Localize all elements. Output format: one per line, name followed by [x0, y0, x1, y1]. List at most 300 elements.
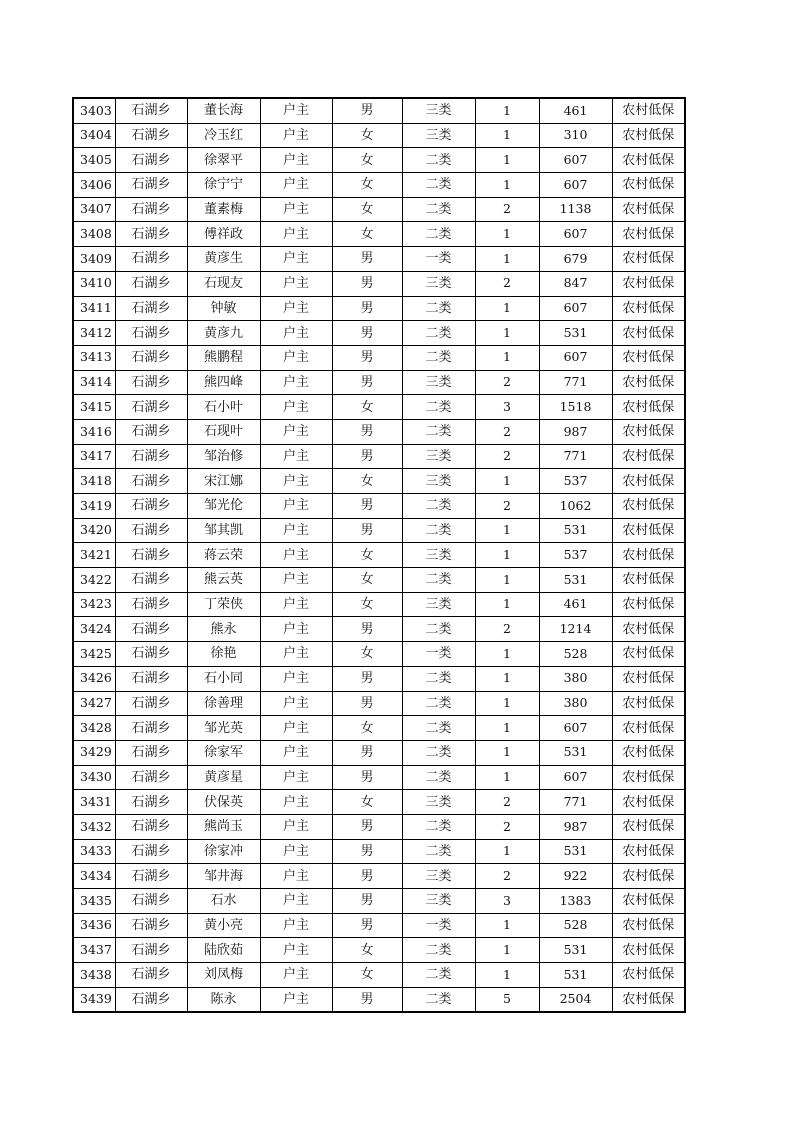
- cell-members: 2: [475, 617, 539, 642]
- cell-amount: 607: [539, 765, 612, 790]
- table-row: [73, 222, 685, 247]
- table-row: [73, 889, 685, 914]
- cell-program: 农村低保: [612, 345, 685, 370]
- cell-category: 三类: [402, 98, 475, 123]
- cell-id: 3433: [73, 839, 115, 864]
- cell-category: 一类: [402, 913, 475, 938]
- table-row: [73, 148, 685, 173]
- cell-township: 石湖乡: [115, 592, 187, 617]
- cell-id: 3436: [73, 913, 115, 938]
- cell-members: 5: [475, 987, 539, 1012]
- cell-program: 农村低保: [612, 247, 685, 272]
- cell-category: 二类: [402, 321, 475, 346]
- cell-members: 1: [475, 469, 539, 494]
- cell-program: 农村低保: [612, 864, 685, 889]
- cell-relation: 户主: [260, 790, 332, 815]
- cell-members: 1: [475, 173, 539, 198]
- table-row: [73, 444, 685, 469]
- table-row: [73, 864, 685, 889]
- cell-relation: 户主: [260, 839, 332, 864]
- cell-township: 石湖乡: [115, 469, 187, 494]
- cell-township: 石湖乡: [115, 963, 187, 988]
- cell-id: 3419: [73, 494, 115, 519]
- subsidy-roster-table: [72, 97, 686, 1013]
- cell-name: 徐善理: [187, 691, 260, 716]
- cell-category: 二类: [402, 666, 475, 691]
- table-row: [73, 691, 685, 716]
- cell-amount: 537: [539, 469, 612, 494]
- cell-relation: 户主: [260, 222, 332, 247]
- cell-name: 熊鹏程: [187, 345, 260, 370]
- cell-id: 3404: [73, 123, 115, 148]
- cell-relation: 户主: [260, 765, 332, 790]
- cell-township: 石湖乡: [115, 913, 187, 938]
- cell-name: 邹光伦: [187, 494, 260, 519]
- cell-amount: 531: [539, 740, 612, 765]
- table-row: [73, 296, 685, 321]
- cell-gender: 男: [332, 814, 402, 839]
- cell-members: 1: [475, 568, 539, 593]
- cell-program: 农村低保: [612, 963, 685, 988]
- cell-members: 1: [475, 222, 539, 247]
- cell-id: 3435: [73, 889, 115, 914]
- cell-township: 石湖乡: [115, 296, 187, 321]
- cell-relation: 户主: [260, 395, 332, 420]
- cell-township: 石湖乡: [115, 864, 187, 889]
- cell-category: 二类: [402, 345, 475, 370]
- cell-gender: 女: [332, 642, 402, 667]
- cell-township: 石湖乡: [115, 518, 187, 543]
- cell-members: 1: [475, 543, 539, 568]
- cell-gender: 女: [332, 938, 402, 963]
- table-row: [73, 592, 685, 617]
- cell-category: 三类: [402, 543, 475, 568]
- cell-relation: 户主: [260, 666, 332, 691]
- cell-category: 二类: [402, 494, 475, 519]
- table-row: [73, 814, 685, 839]
- cell-name: 邹治修: [187, 444, 260, 469]
- cell-relation: 户主: [260, 938, 332, 963]
- cell-id: 3412: [73, 321, 115, 346]
- document-page: [72, 97, 686, 1013]
- cell-name: 邹其凯: [187, 518, 260, 543]
- cell-township: 石湖乡: [115, 494, 187, 519]
- cell-name: 熊永: [187, 617, 260, 642]
- cell-program: 农村低保: [612, 691, 685, 716]
- cell-amount: 607: [539, 173, 612, 198]
- cell-amount: 607: [539, 222, 612, 247]
- cell-members: 1: [475, 963, 539, 988]
- cell-gender: 女: [332, 963, 402, 988]
- cell-township: 石湖乡: [115, 148, 187, 173]
- cell-program: 农村低保: [612, 271, 685, 296]
- cell-amount: 531: [539, 938, 612, 963]
- cell-id: 3427: [73, 691, 115, 716]
- cell-relation: 户主: [260, 173, 332, 198]
- cell-category: 二类: [402, 814, 475, 839]
- cell-township: 石湖乡: [115, 716, 187, 741]
- cell-amount: 987: [539, 814, 612, 839]
- cell-program: 农村低保: [612, 444, 685, 469]
- table-row: [73, 469, 685, 494]
- cell-name: 伏保英: [187, 790, 260, 815]
- table-row: [73, 740, 685, 765]
- cell-gender: 男: [332, 296, 402, 321]
- cell-program: 农村低保: [612, 938, 685, 963]
- cell-category: 三类: [402, 864, 475, 889]
- cell-members: 1: [475, 247, 539, 272]
- cell-name: 黄彦九: [187, 321, 260, 346]
- cell-category: 二类: [402, 518, 475, 543]
- cell-category: 二类: [402, 617, 475, 642]
- cell-id: 3417: [73, 444, 115, 469]
- cell-name: 徐艳: [187, 642, 260, 667]
- cell-members: 1: [475, 148, 539, 173]
- cell-amount: 607: [539, 345, 612, 370]
- cell-name: 黄小亮: [187, 913, 260, 938]
- cell-id: 3439: [73, 987, 115, 1012]
- cell-amount: 531: [539, 321, 612, 346]
- cell-relation: 户主: [260, 271, 332, 296]
- cell-gender: 女: [332, 395, 402, 420]
- table-row: [73, 765, 685, 790]
- cell-id: 3424: [73, 617, 115, 642]
- cell-gender: 女: [332, 790, 402, 815]
- cell-name: 蒋云荣: [187, 543, 260, 568]
- cell-id: 3429: [73, 740, 115, 765]
- cell-relation: 户主: [260, 345, 332, 370]
- cell-relation: 户主: [260, 518, 332, 543]
- cell-members: 1: [475, 296, 539, 321]
- cell-name: 徐家冲: [187, 839, 260, 864]
- cell-relation: 户主: [260, 296, 332, 321]
- cell-gender: 男: [332, 889, 402, 914]
- cell-relation: 户主: [260, 469, 332, 494]
- cell-name: 刘凤梅: [187, 963, 260, 988]
- cell-township: 石湖乡: [115, 617, 187, 642]
- cell-gender: 女: [332, 148, 402, 173]
- cell-relation: 户主: [260, 716, 332, 741]
- cell-relation: 户主: [260, 963, 332, 988]
- cell-gender: 男: [332, 444, 402, 469]
- table-row: [73, 963, 685, 988]
- cell-name: 徐翠平: [187, 148, 260, 173]
- cell-name: 丁荣侠: [187, 592, 260, 617]
- cell-program: 农村低保: [612, 790, 685, 815]
- cell-id: 3437: [73, 938, 115, 963]
- cell-amount: 461: [539, 98, 612, 123]
- cell-program: 农村低保: [612, 395, 685, 420]
- cell-category: 三类: [402, 889, 475, 914]
- cell-members: 1: [475, 666, 539, 691]
- cell-program: 农村低保: [612, 469, 685, 494]
- cell-program: 农村低保: [612, 913, 685, 938]
- cell-members: 1: [475, 938, 539, 963]
- cell-program: 农村低保: [612, 222, 685, 247]
- table-row: [73, 419, 685, 444]
- cell-category: 二类: [402, 197, 475, 222]
- cell-amount: 531: [539, 568, 612, 593]
- cell-members: 1: [475, 691, 539, 716]
- cell-category: 一类: [402, 247, 475, 272]
- cell-gender: 男: [332, 691, 402, 716]
- cell-members: 2: [475, 790, 539, 815]
- cell-relation: 户主: [260, 321, 332, 346]
- cell-category: 三类: [402, 592, 475, 617]
- cell-category: 二类: [402, 222, 475, 247]
- table-row: [73, 321, 685, 346]
- cell-id: 3403: [73, 98, 115, 123]
- cell-members: 2: [475, 864, 539, 889]
- cell-program: 农村低保: [612, 296, 685, 321]
- table-row: [73, 938, 685, 963]
- cell-gender: 男: [332, 518, 402, 543]
- cell-members: 1: [475, 765, 539, 790]
- table-row: [73, 395, 685, 420]
- cell-township: 石湖乡: [115, 222, 187, 247]
- cell-program: 农村低保: [612, 321, 685, 346]
- cell-township: 石湖乡: [115, 123, 187, 148]
- cell-id: 3434: [73, 864, 115, 889]
- cell-amount: 531: [539, 839, 612, 864]
- cell-relation: 户主: [260, 494, 332, 519]
- cell-name: 董长海: [187, 98, 260, 123]
- cell-amount: 380: [539, 666, 612, 691]
- cell-members: 2: [475, 814, 539, 839]
- cell-relation: 户主: [260, 444, 332, 469]
- cell-category: 三类: [402, 370, 475, 395]
- cell-program: 农村低保: [612, 814, 685, 839]
- table-row: [73, 543, 685, 568]
- cell-township: 石湖乡: [115, 173, 187, 198]
- cell-gender: 女: [332, 568, 402, 593]
- cell-id: 3415: [73, 395, 115, 420]
- cell-members: 1: [475, 123, 539, 148]
- cell-name: 石现叶: [187, 419, 260, 444]
- cell-members: 2: [475, 370, 539, 395]
- cell-township: 石湖乡: [115, 197, 187, 222]
- cell-program: 农村低保: [612, 148, 685, 173]
- cell-gender: 男: [332, 419, 402, 444]
- cell-township: 石湖乡: [115, 321, 187, 346]
- cell-gender: 男: [332, 740, 402, 765]
- cell-members: 1: [475, 913, 539, 938]
- cell-amount: 607: [539, 148, 612, 173]
- cell-name: 董素梅: [187, 197, 260, 222]
- cell-township: 石湖乡: [115, 345, 187, 370]
- cell-township: 石湖乡: [115, 271, 187, 296]
- cell-name: 石小叶: [187, 395, 260, 420]
- cell-id: 3438: [73, 963, 115, 988]
- cell-category: 二类: [402, 568, 475, 593]
- cell-category: 二类: [402, 938, 475, 963]
- cell-program: 农村低保: [612, 617, 685, 642]
- cell-amount: 1214: [539, 617, 612, 642]
- table-row: [73, 913, 685, 938]
- cell-township: 石湖乡: [115, 938, 187, 963]
- cell-id: 3409: [73, 247, 115, 272]
- cell-name: 陆欣茹: [187, 938, 260, 963]
- cell-relation: 户主: [260, 419, 332, 444]
- cell-amount: 771: [539, 790, 612, 815]
- cell-relation: 户主: [260, 864, 332, 889]
- cell-category: 二类: [402, 740, 475, 765]
- cell-category: 二类: [402, 395, 475, 420]
- cell-gender: 女: [332, 197, 402, 222]
- cell-members: 2: [475, 444, 539, 469]
- cell-gender: 男: [332, 666, 402, 691]
- cell-members: 1: [475, 592, 539, 617]
- cell-program: 农村低保: [612, 839, 685, 864]
- cell-category: 一类: [402, 642, 475, 667]
- cell-id: 3407: [73, 197, 115, 222]
- cell-members: 1: [475, 839, 539, 864]
- table-row: [73, 173, 685, 198]
- cell-gender: 男: [332, 913, 402, 938]
- cell-gender: 男: [332, 370, 402, 395]
- table-row: [73, 716, 685, 741]
- cell-name: 徐宁宁: [187, 173, 260, 198]
- cell-amount: 922: [539, 864, 612, 889]
- cell-township: 石湖乡: [115, 444, 187, 469]
- cell-program: 农村低保: [612, 592, 685, 617]
- cell-members: 2: [475, 197, 539, 222]
- cell-amount: 771: [539, 370, 612, 395]
- cell-township: 石湖乡: [115, 395, 187, 420]
- table-row: [73, 839, 685, 864]
- cell-members: 2: [475, 419, 539, 444]
- cell-id: 3406: [73, 173, 115, 198]
- cell-id: 3405: [73, 148, 115, 173]
- cell-amount: 1062: [539, 494, 612, 519]
- cell-members: 3: [475, 889, 539, 914]
- cell-township: 石湖乡: [115, 814, 187, 839]
- cell-gender: 男: [332, 247, 402, 272]
- cell-amount: 531: [539, 963, 612, 988]
- cell-members: 1: [475, 642, 539, 667]
- cell-relation: 户主: [260, 913, 332, 938]
- table-row: [73, 987, 685, 1012]
- cell-id: 3432: [73, 814, 115, 839]
- cell-id: 3421: [73, 543, 115, 568]
- cell-amount: 461: [539, 592, 612, 617]
- cell-township: 石湖乡: [115, 642, 187, 667]
- cell-members: 2: [475, 494, 539, 519]
- cell-members: 1: [475, 98, 539, 123]
- cell-gender: 男: [332, 864, 402, 889]
- cell-program: 农村低保: [612, 740, 685, 765]
- cell-name: 傅祥政: [187, 222, 260, 247]
- cell-township: 石湖乡: [115, 666, 187, 691]
- cell-township: 石湖乡: [115, 691, 187, 716]
- cell-name: 石小同: [187, 666, 260, 691]
- cell-id: 3413: [73, 345, 115, 370]
- cell-relation: 户主: [260, 987, 332, 1012]
- cell-program: 农村低保: [612, 419, 685, 444]
- cell-township: 石湖乡: [115, 889, 187, 914]
- cell-members: 2: [475, 271, 539, 296]
- cell-id: 3430: [73, 765, 115, 790]
- roster-body: [73, 98, 685, 1012]
- cell-category: 三类: [402, 123, 475, 148]
- cell-category: 二类: [402, 691, 475, 716]
- cell-name: 石水: [187, 889, 260, 914]
- table-row: [73, 494, 685, 519]
- cell-township: 石湖乡: [115, 740, 187, 765]
- cell-gender: 女: [332, 716, 402, 741]
- table-row: [73, 197, 685, 222]
- cell-members: 1: [475, 740, 539, 765]
- cell-gender: 女: [332, 469, 402, 494]
- cell-name: 熊四峰: [187, 370, 260, 395]
- cell-township: 石湖乡: [115, 568, 187, 593]
- cell-category: 三类: [402, 444, 475, 469]
- cell-name: 冷玉红: [187, 123, 260, 148]
- cell-program: 农村低保: [612, 370, 685, 395]
- table-row: [73, 370, 685, 395]
- cell-category: 三类: [402, 790, 475, 815]
- cell-name: 陈永: [187, 987, 260, 1012]
- cell-gender: 女: [332, 592, 402, 617]
- cell-name: 熊云英: [187, 568, 260, 593]
- cell-program: 农村低保: [612, 568, 685, 593]
- cell-relation: 户主: [260, 543, 332, 568]
- cell-relation: 户主: [260, 617, 332, 642]
- cell-name: 宋江娜: [187, 469, 260, 494]
- cell-township: 石湖乡: [115, 98, 187, 123]
- cell-township: 石湖乡: [115, 370, 187, 395]
- cell-name: 黄彦生: [187, 247, 260, 272]
- cell-amount: 607: [539, 716, 612, 741]
- cell-program: 农村低保: [612, 197, 685, 222]
- cell-category: 三类: [402, 271, 475, 296]
- cell-gender: 男: [332, 98, 402, 123]
- cell-id: 3423: [73, 592, 115, 617]
- cell-category: 二类: [402, 716, 475, 741]
- cell-gender: 男: [332, 345, 402, 370]
- cell-amount: 1138: [539, 197, 612, 222]
- table-row: [73, 345, 685, 370]
- cell-gender: 男: [332, 271, 402, 296]
- cell-category: 二类: [402, 963, 475, 988]
- cell-amount: 528: [539, 913, 612, 938]
- table-row: [73, 666, 685, 691]
- cell-name: 邹光英: [187, 716, 260, 741]
- cell-name: 钟敏: [187, 296, 260, 321]
- cell-township: 石湖乡: [115, 987, 187, 1012]
- cell-program: 农村低保: [612, 666, 685, 691]
- cell-category: 二类: [402, 839, 475, 864]
- cell-relation: 户主: [260, 691, 332, 716]
- cell-id: 3426: [73, 666, 115, 691]
- cell-id: 3418: [73, 469, 115, 494]
- table-row: [73, 790, 685, 815]
- cell-gender: 女: [332, 173, 402, 198]
- cell-gender: 男: [332, 494, 402, 519]
- cell-name: 黄彦星: [187, 765, 260, 790]
- cell-members: 3: [475, 395, 539, 420]
- cell-relation: 户主: [260, 123, 332, 148]
- cell-id: 3416: [73, 419, 115, 444]
- cell-program: 农村低保: [612, 123, 685, 148]
- cell-id: 3408: [73, 222, 115, 247]
- cell-relation: 户主: [260, 247, 332, 272]
- cell-program: 农村低保: [612, 716, 685, 741]
- cell-gender: 男: [332, 839, 402, 864]
- cell-relation: 户主: [260, 740, 332, 765]
- cell-township: 石湖乡: [115, 790, 187, 815]
- cell-township: 石湖乡: [115, 543, 187, 568]
